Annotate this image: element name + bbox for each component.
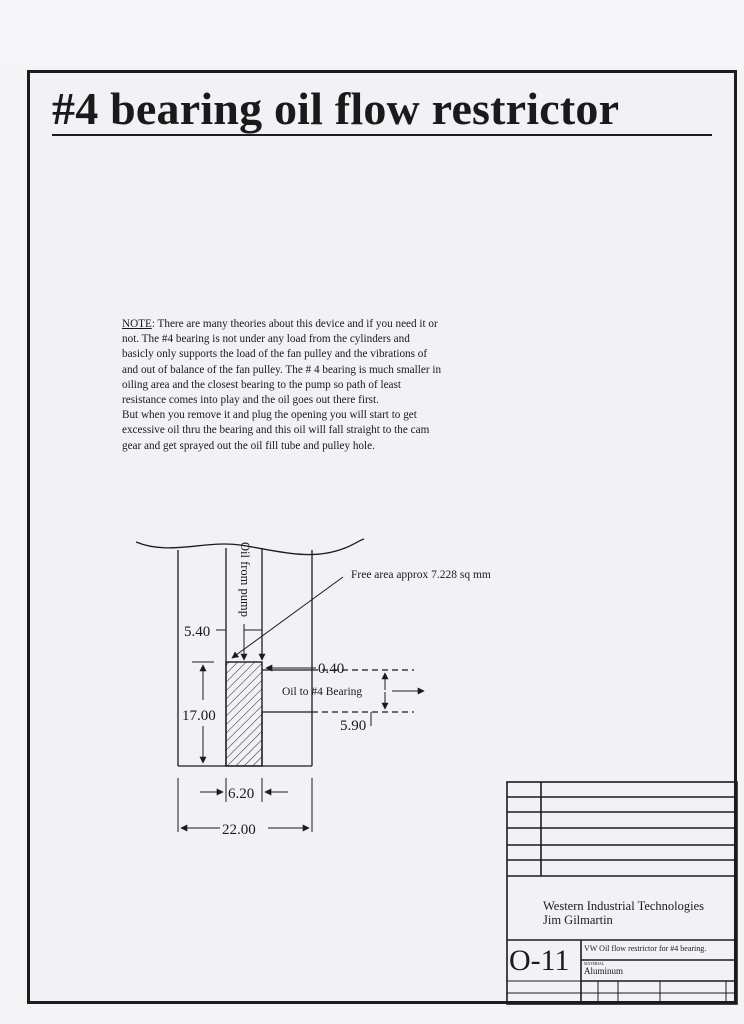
dim-6-20: 6.20 [228,786,255,802]
oil-from-pump-label: Oil from pump [238,542,252,617]
dim-22-00: 22.00 [222,822,256,838]
dim-17-00: 17.00 [182,708,216,724]
note-line-1-text: : There are many theories about this device and if you need it or [151,318,438,330]
note-line-2: not. The #4 bearing is not under any load from the cylinders and [122,333,410,346]
free-area-label: Free area approx 7.228 sq mm [351,569,491,581]
restrictor-part [226,662,262,766]
drawing-description: VW Oil flow restrictor for #4 bearing. [584,944,707,953]
note-line-9: gear and get sprayed out the oil fill tube and pulley hole. [122,439,375,452]
drawing-number: O-11 [509,944,570,977]
page-title: #4 bearing oil flow restrictor [52,83,620,134]
note-line-5: oiling area and the closest bearing to the pump so path of least [122,378,401,391]
material-label: MATERIAL [584,961,605,966]
dim-5-40: 5.40 [184,624,211,640]
note-line-8: excessive oil thru the bearing and this oil will fall straight to the cam [122,424,430,437]
note-line-7: But when you remove it and plug the opening you will start to get [122,409,417,422]
dim-0-40: 0.40 [318,661,345,677]
note-label: NOTE [122,318,152,330]
oil-to-bearing-label: Oil to #4 Bearing [282,686,363,698]
company-name: Western Industrial Technologies [543,899,705,913]
note-line-3: basicly only supports the load of the fan pulley and the vibrations of [122,348,428,361]
material-value: Aluminum [584,966,624,976]
author-name: Jim Gilmartin [543,913,613,927]
note-line-6: resistance comes into play and the oil goes out there first. [122,394,379,407]
dim-5-90: 5.90 [340,718,367,734]
note-line-4: and out of balance of the fan pulley. The # 4 bearing is much smaller in [122,363,442,376]
